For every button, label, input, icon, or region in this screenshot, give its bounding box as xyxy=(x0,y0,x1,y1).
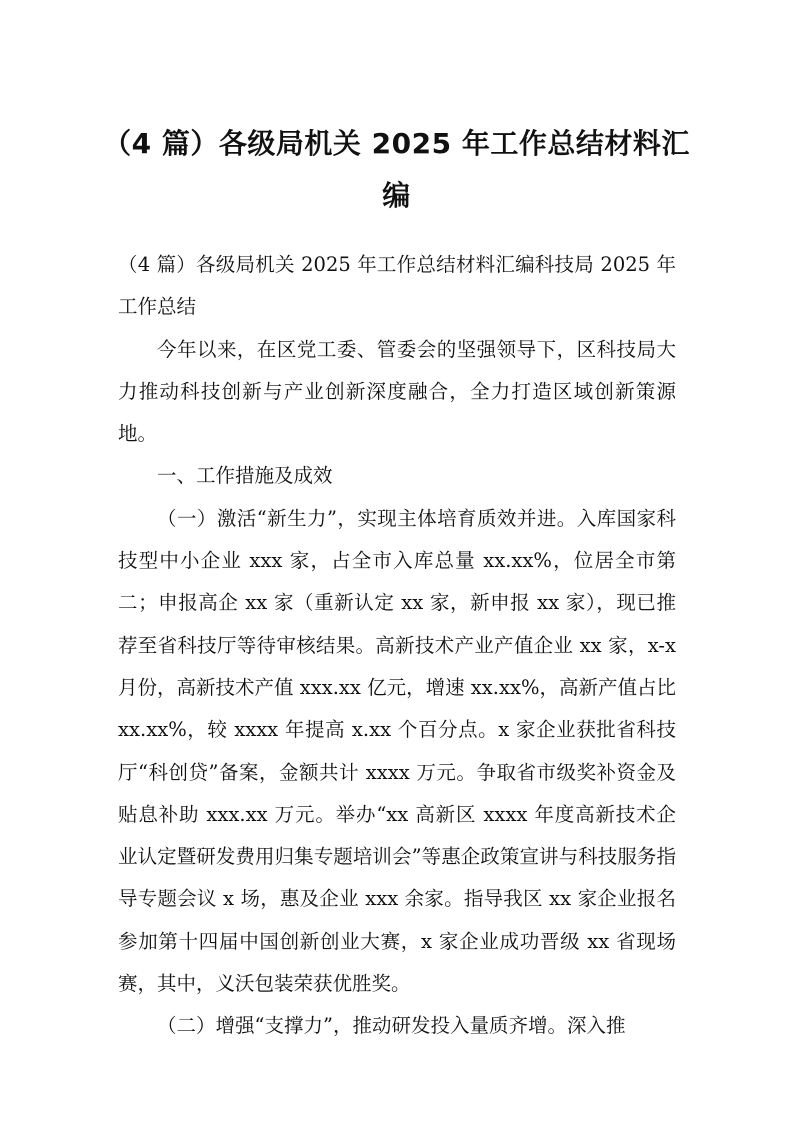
section-heading: 一、工作措施及成效 xyxy=(157,464,333,488)
body-paragraph: 今年以来，在区党工委、管委会的坚强领导下，区科技局大力推动科技创新与产业创新深度融合，全力打造区域创新策源地。 xyxy=(118,337,676,446)
document-body xyxy=(118,244,676,1048)
document-title: （4 篇）各级局机关 2025 年工作总结材料汇编 xyxy=(103,127,690,212)
body-paragraph: （一）激活“新生力”，实现主体培育质效并进。入库国家科技型中小企业 xxx 家，占全市入库总量 xx.xx%，位居全市第二；申报高企 xx 家（重新认定 xx 家，新申报 xx 家），现已推荐至省科技厅等待审核结果。高新技术产业产值企业 xx 家，x-x 月份，高新技术产值 xxx.xx 亿元，增速 xx.xx%，高新产值占比 xx.xx%，较 xxxx 年提高 x.xx 个百分点。x 家企业获批省科技厅“科创贷”备案，金额共计 xxxx 万元。争取省市级奖补资金及贴息补助 xxx.xx 万元。举办“xx 高新区 xxxx 年度高新技术企业认定暨研发费用归集专题培训会”等惠企政策宣讲与科技服务指导专题会议 x 场，惠及企业 xxx 余家。指导我区 xx 家企业报名参加第十四届中国创新创业大赛，x 家企业成功晋级 xx 省现场赛，其中，义沃包装荣获优胜奖。 xyxy=(118,506,676,996)
body-paragraph: （二）增强“支撑力”，推动研发投入量质齐增。深入推 xyxy=(157,1014,626,1038)
intro-paragraph: （4 篇）各级局机关 2025 年工作总结材料汇编科技局 2025 年工作总结 xyxy=(118,253,676,319)
